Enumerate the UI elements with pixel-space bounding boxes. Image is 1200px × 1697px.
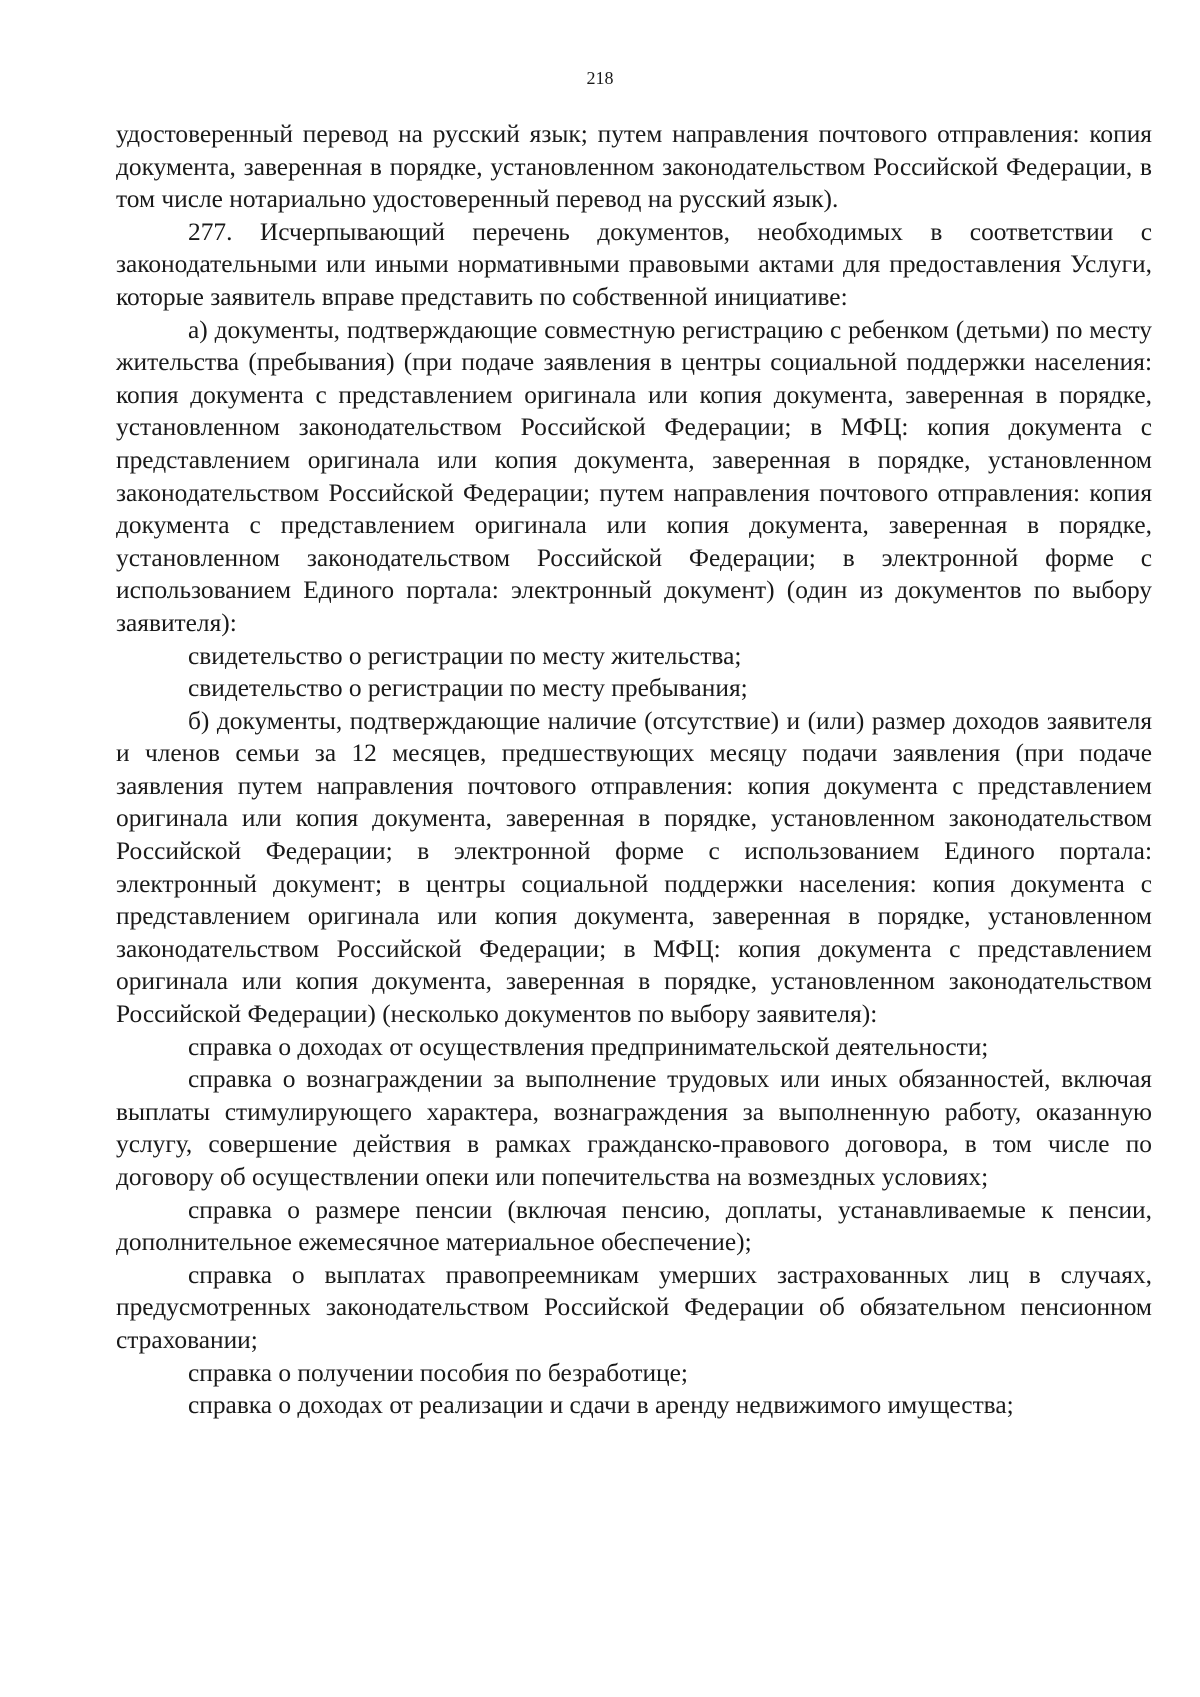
list-item: свидетельство о регистрации по месту пребывания; xyxy=(188,674,748,703)
list-item: справка о доходах от осуществления предпринимательской деятельности; xyxy=(188,1032,989,1061)
list-item: свидетельство о регистрации по месту жительства; xyxy=(188,641,742,670)
paragraph-277: 277. Исчерпывающий перечень документов, необходимых в соответствии с законодательными или иными нормативными правовыми актами для предоставления Услуги, которые заявитель вправе представить по собственной инициативе: xyxy=(116,217,1152,311)
list-item: справка о получении пособия по безработице; xyxy=(188,1358,688,1387)
list-item: справка о размере пенсии (включая пенсию, доплаты, устанавливаемые к пенсии, дополнительное ежемесячное материальное обеспечение); xyxy=(116,1195,1152,1257)
paragraph-item-a: а) документы, подтверждающие совместную регистрацию с ребенком (детьми) по месту жительства (пребывания) (при подаче заявления в центры социальной поддержки населения: копия документа с представлением оригинала или копия документа, заверенная в порядке, установленном законодательством Российской Федерации; в МФЦ: копия документа с представлением оригинала или копия документа, заверенная в порядке, установленном законодательством Российской Федерации; путем направления почтового отправления: копия документа с представлением оригинала или копия документа, заверенная в порядке, установленном законодательством Российской Федерации; в электронной форме с использованием Единого портала: электронный документ) (один из документов по выбору заявителя): xyxy=(116,315,1152,637)
page-number: 218 xyxy=(586,68,614,88)
paragraph-continuation: удостоверенный перевод на русский язык; путем направления почтового отправления: копия документа, заверенная в порядке, установленном законодательством Российской Федерации, в том числе нотариально удостоверенный перевод на русский язык). xyxy=(116,120,1152,214)
list-item: справка о выплатах правопреемникам умерших застрахованных лиц в случаях, предусмотренных законодательством Российской Федерации об обязательном пенсионном страховании; xyxy=(116,1260,1152,1354)
paragraph-item-b: б) документы, подтверждающие наличие (отсутствие) и (или) размер доходов заявителя и членов семьи за 12 месяцев, предшествующих месяцу подачи заявления (при подаче заявления путем направления почтового отправления: копия документа с представлением оригинала или копия документа, заверенная в порядке, установленном законодательством Российской Федерации; в электронной форме с использованием Единого портала: электронный документ; в центры социальной поддержки населения: копия документа с представлением оригинала или копия документа, заверенная в порядке, установленном законодательством Российской Федерации; в МФЦ: копия документа с представлением оригинала или копия документа, заверенная в порядке, установленном законодательством Российской Федерации) (несколько документов по выбору заявителя): xyxy=(116,706,1152,1029)
document-body xyxy=(116,118,1152,1422)
list-item: справка о вознаграждении за выполнение трудовых или иных обязанностей, включая выплаты стимулирующего характера, вознаграждения за выполненную работу, оказанную услугу, совершение действия в рамках гражданско-правового договора, в том числе по договору об осуществлении опеки или попечительства на возмездных условиях; xyxy=(116,1065,1152,1191)
list-item: справка о доходах от реализации и сдачи в аренду недвижимого имущества; xyxy=(188,1391,1014,1420)
